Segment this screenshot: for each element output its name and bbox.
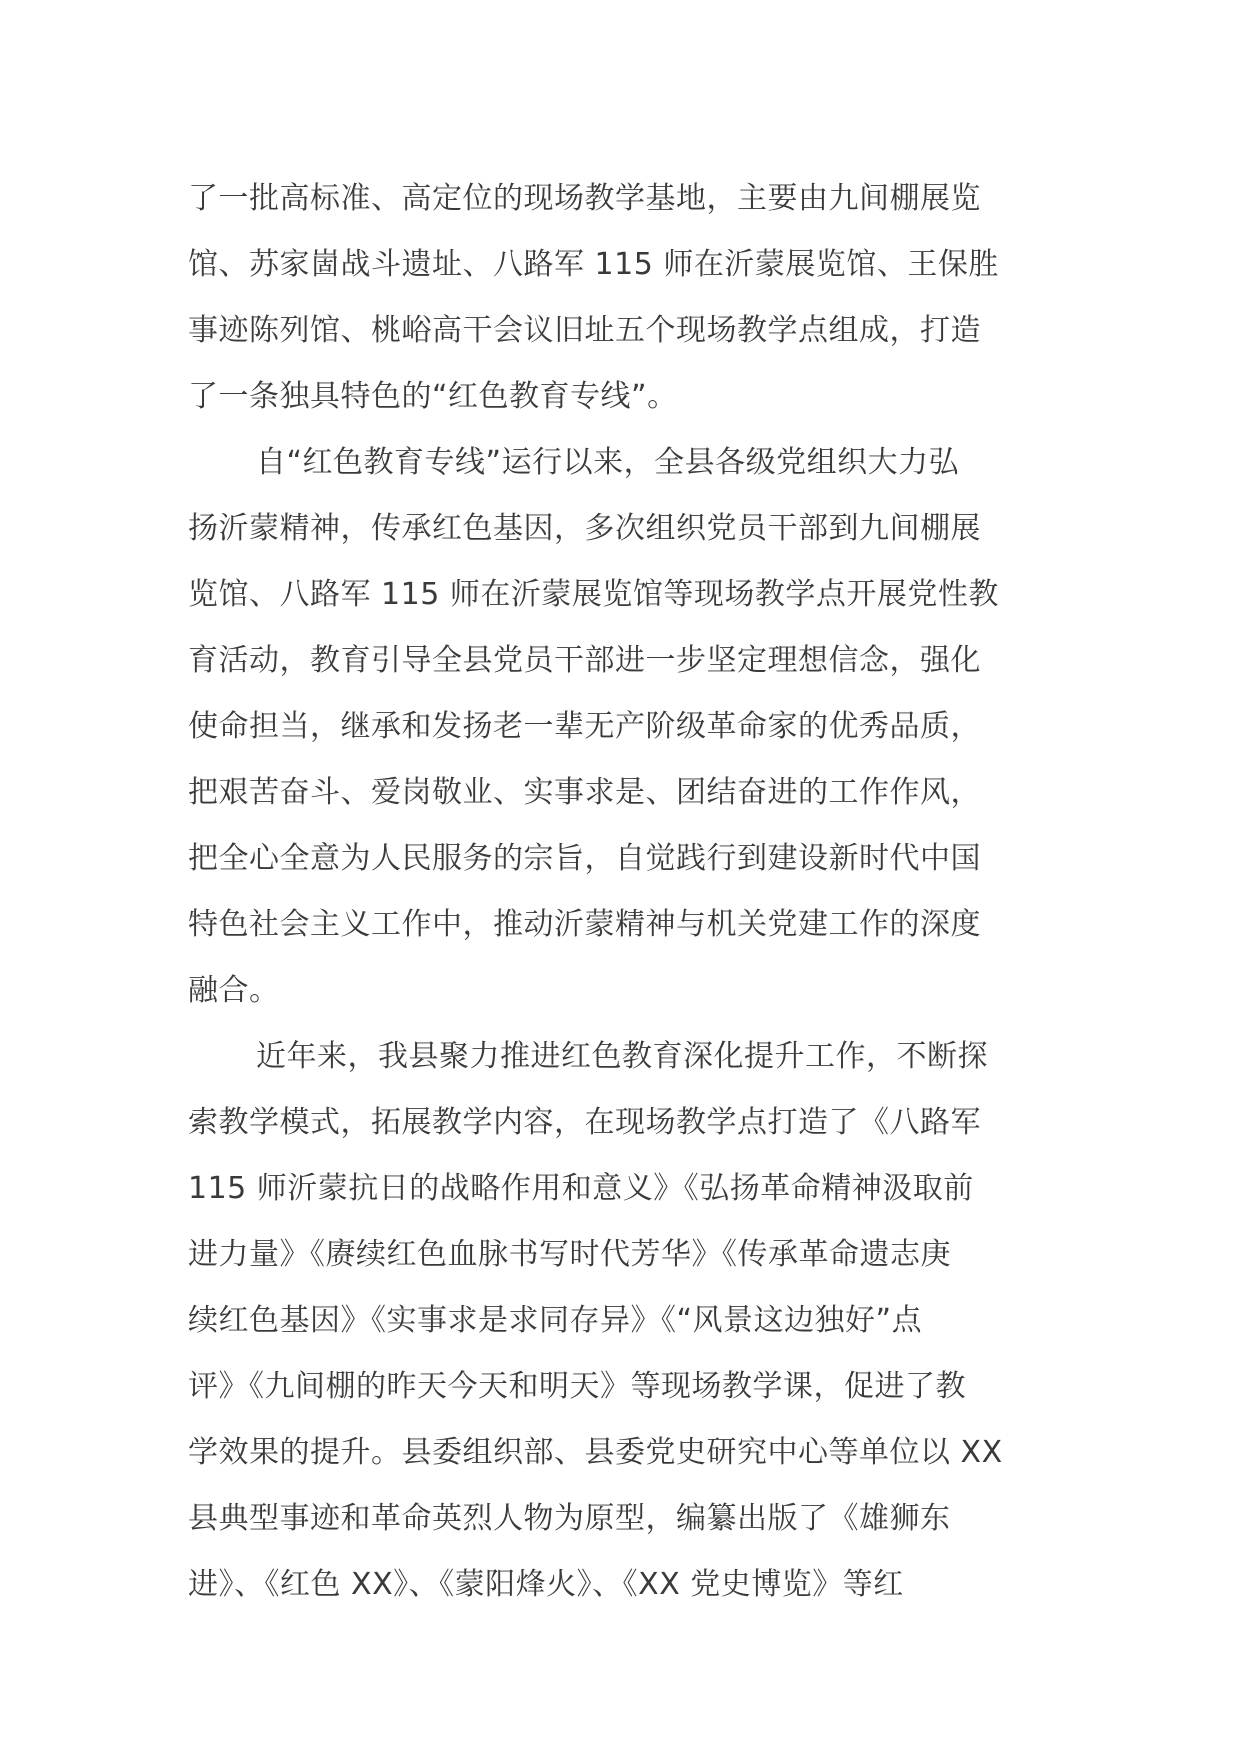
- text-line: 学效果的提升。县委组织部、县委党史研究中心等单位以 XX: [188, 1435, 1003, 1470]
- text-line: 扬沂蒙精神，传承红色基因，多次组织党员干部到九间棚展: [188, 511, 981, 546]
- text-line: 把全心全意为人民服务的宗旨，自觉践行到建设新时代中国: [188, 841, 981, 876]
- text-line: 使命担当，继承和发扬老一辈无产阶级革命家的优秀品质，: [188, 709, 981, 744]
- text-line: 近年来，我县聚力推进红色教育深化提升工作，不断探: [256, 1039, 988, 1074]
- text-line: 特色社会主义工作中，推动沂蒙精神与机关党建工作的深度: [188, 907, 981, 942]
- paragraph-3: [188, 1024, 1068, 1618]
- text-line: 把艰苦奋斗、爱岗敬业、实事求是、团结奋进的工作作风，: [188, 775, 981, 810]
- text-line: 了一批高标准、高定位的现场教学基地，主要由九间棚展览: [188, 181, 981, 216]
- text-line: 进》、《红色 XX》、《蒙阳烽火》、《XX 党史博览》等红: [188, 1567, 904, 1602]
- text-line: 自“红色教育专线”运行以来，全县各级党组织大力弘: [256, 445, 960, 480]
- text-line: 融合。: [188, 973, 280, 1008]
- text-line: 事迹陈列馆、桃峪高干会议旧址五个现场教学点组成，打造: [188, 313, 981, 348]
- text-line: 馆、苏家崮战斗遗址、八路军 115 师在沂蒙展览馆、王保胜: [188, 247, 999, 282]
- text-line: 评》《九间棚的昨天今天和明天》等现场教学课，促进了教: [188, 1369, 966, 1404]
- text-line: 览馆、八路军 115 师在沂蒙展览馆等现场教学点开展党性教: [188, 577, 999, 612]
- text-line: 续红色基因》《实事求是求同存异》《“风景这边独好”点: [188, 1303, 923, 1338]
- paragraph-1: [188, 166, 1068, 430]
- text-line: 县典型事迹和革命英烈人物为原型，编纂出版了《雄狮东: [188, 1501, 951, 1536]
- paragraph-2: [188, 430, 1068, 1024]
- body-text: [188, 166, 1068, 1618]
- text-line: 进力量》《赓续红色血脉书写时代芳华》《传承革命遗志庚: [188, 1237, 951, 1272]
- text-line: 了一条独具特色的“红色教育专线”。: [188, 379, 678, 414]
- text-line: 115 师沂蒙抗日的战略作用和意义》《弘扬革命精神汲取前: [188, 1171, 974, 1206]
- text-line: 索教学模式，拓展教学内容，在现场教学点打造了《八路军: [188, 1105, 981, 1140]
- text-line: 育活动，教育引导全县党员干部进一步坚定理想信念，强化: [188, 643, 981, 678]
